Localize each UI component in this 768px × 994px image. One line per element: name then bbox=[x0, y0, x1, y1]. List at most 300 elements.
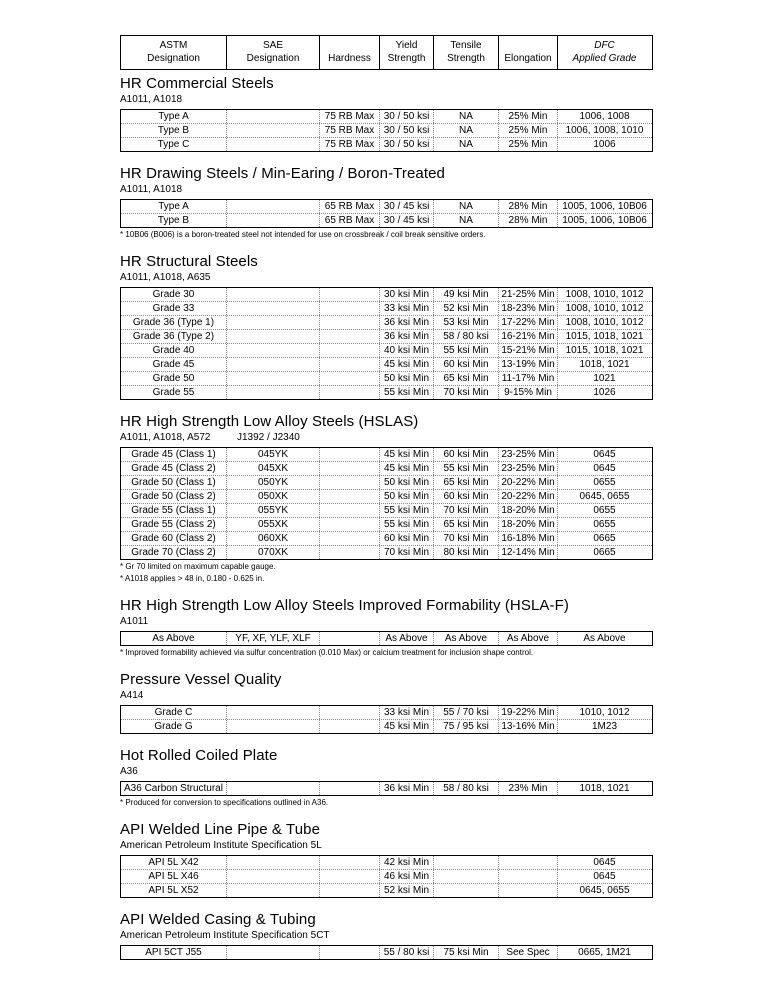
cell: 30 / 50 ksi bbox=[379, 124, 433, 137]
section-subtitle-sae: J1392 / J2340 bbox=[237, 432, 300, 443]
cell: 65 ksi Min bbox=[433, 372, 498, 385]
cell: Grade 55 bbox=[152, 387, 195, 398]
cell: Type B bbox=[157, 215, 190, 226]
cell: Grade 50 (Class 1) bbox=[131, 477, 216, 488]
cell bbox=[319, 490, 379, 503]
cell: Type B bbox=[157, 125, 190, 136]
section-subtitle-astm: A1011, A1018 bbox=[120, 184, 183, 195]
cell bbox=[319, 462, 379, 475]
section bbox=[120, 822, 653, 898]
footnote: * 10B06 (B006) is a boron-treated steel not intended for use on crossbreak / coil break sensitive orders. bbox=[120, 230, 486, 239]
cell: 53 ksi Min bbox=[433, 316, 498, 329]
cell bbox=[319, 330, 379, 343]
table-row bbox=[121, 883, 652, 897]
cell: As Above bbox=[498, 632, 557, 645]
section-subtitle-astm: A1011 bbox=[120, 616, 149, 627]
cell: 1M23 bbox=[557, 720, 651, 733]
cell: 050YK bbox=[226, 476, 319, 489]
cell: 50 ksi Min bbox=[379, 476, 433, 489]
header-cell bbox=[433, 36, 498, 69]
section-subtitle bbox=[120, 94, 653, 106]
data-table bbox=[120, 447, 653, 560]
cell: Grade 50 bbox=[152, 373, 195, 384]
cell: 1021 bbox=[557, 372, 651, 385]
cell: API 5L X42 bbox=[148, 857, 199, 868]
section-title: HR Drawing Steels / Min-Earing / Boron-Treated bbox=[120, 165, 445, 182]
cell: 050XK bbox=[226, 490, 319, 503]
data-table bbox=[120, 631, 653, 646]
cell: 30 / 50 ksi bbox=[379, 138, 433, 151]
table-row bbox=[121, 782, 652, 795]
section bbox=[120, 414, 653, 584]
cell: Grade 55 (Class 2) bbox=[131, 519, 216, 530]
cell bbox=[319, 504, 379, 517]
cell: 55 ksi Min bbox=[433, 344, 498, 357]
cell: 1026 bbox=[557, 386, 651, 399]
cell bbox=[319, 476, 379, 489]
cell bbox=[226, 302, 319, 315]
cell: 75 RB Max bbox=[319, 110, 379, 123]
cell: Type C bbox=[157, 139, 190, 150]
cell: 46 ksi Min bbox=[379, 870, 433, 883]
cell: Grade 36 (Type 2) bbox=[132, 331, 215, 342]
cell bbox=[319, 288, 379, 301]
cell: 0655 bbox=[557, 518, 651, 531]
section-subtitle bbox=[120, 432, 653, 444]
cell: 65 RB Max bbox=[319, 200, 379, 213]
footnote: * A1018 applies > 48 in, 0.180 - 0.625 in. bbox=[120, 574, 265, 583]
cell: NA bbox=[433, 214, 498, 227]
data-table bbox=[120, 781, 653, 796]
cell: 75 ksi Min bbox=[433, 946, 498, 959]
cell: 13-16% Min bbox=[498, 720, 557, 733]
cell: 18-20% Min bbox=[498, 504, 557, 517]
cell: Grade 30 bbox=[152, 289, 195, 300]
cell bbox=[226, 946, 319, 959]
cell bbox=[319, 316, 379, 329]
cell: 70 ksi Min bbox=[379, 546, 433, 559]
table-row bbox=[121, 385, 652, 399]
section-subtitle-astm: A1011, A1018, A572 bbox=[120, 432, 211, 443]
cell: 1018, 1021 bbox=[557, 358, 651, 371]
cell: 21-25% Min bbox=[498, 288, 557, 301]
cell: NA bbox=[433, 138, 498, 151]
section-subtitle-astm: A1011, A1018, A635 bbox=[120, 272, 211, 283]
header-cell-line2: Hardness bbox=[328, 53, 371, 64]
cell: 25% Min bbox=[498, 138, 557, 151]
header-cell-line1 bbox=[320, 39, 379, 52]
table-row bbox=[121, 632, 652, 645]
cell: 060XK bbox=[226, 532, 319, 545]
cell: 28% Min bbox=[498, 214, 557, 227]
cell: 1018, 1021 bbox=[557, 782, 651, 795]
table-row bbox=[121, 343, 652, 357]
cell: 23% Min bbox=[498, 782, 557, 795]
cell: 52 ksi Min bbox=[433, 302, 498, 315]
cell: 045YK bbox=[226, 448, 319, 461]
header-cell-line1: ASTM bbox=[159, 40, 188, 51]
header-cell bbox=[498, 36, 557, 69]
cell: Grade C bbox=[154, 707, 193, 718]
cell bbox=[226, 706, 319, 719]
section-title: HR Commercial Steels bbox=[120, 75, 274, 92]
cell bbox=[498, 870, 557, 883]
cell: 65 RB Max bbox=[319, 214, 379, 227]
cell: A36 Carbon Structural bbox=[124, 783, 223, 794]
section-subtitle bbox=[120, 616, 653, 628]
cell: 15-21% Min bbox=[498, 344, 557, 357]
cell: 75 / 95 ksi bbox=[433, 720, 498, 733]
cell: 18-20% Min bbox=[498, 518, 557, 531]
cell: 1006, 1008 bbox=[557, 110, 651, 123]
cell: 55 ksi Min bbox=[379, 386, 433, 399]
section-title: HR High Strength Low Alloy Steels (HSLAS) bbox=[120, 413, 419, 430]
cell: 75 RB Max bbox=[319, 124, 379, 137]
cell bbox=[226, 316, 319, 329]
section-title: API Welded Casing & Tubing bbox=[120, 911, 316, 928]
data-table bbox=[120, 109, 653, 152]
table-row bbox=[121, 706, 652, 719]
cell: Grade 33 bbox=[152, 303, 195, 314]
section-subtitle bbox=[120, 184, 653, 196]
header-cell-line2: Applied Grade bbox=[572, 53, 637, 64]
cell: 33 ksi Min bbox=[379, 302, 433, 315]
cell: 1008, 1010, 1012 bbox=[557, 316, 651, 329]
header-cell bbox=[226, 36, 319, 69]
cell: 65 ksi Min bbox=[433, 476, 498, 489]
section-subtitle-astm: A36 bbox=[120, 766, 138, 777]
cell bbox=[319, 884, 379, 897]
cell: 16-21% Min bbox=[498, 330, 557, 343]
cell bbox=[226, 372, 319, 385]
cell bbox=[226, 884, 319, 897]
cell: 55 ksi Min bbox=[433, 462, 498, 475]
header-cell-line2: Strength bbox=[447, 53, 485, 64]
header-cell-line2: Elongation bbox=[504, 53, 552, 64]
cell bbox=[226, 386, 319, 399]
document bbox=[120, 35, 653, 960]
section-title: Pressure Vessel Quality bbox=[120, 671, 282, 688]
header-cell-line2: Designation bbox=[147, 53, 200, 64]
header-cell-line1: DFC bbox=[594, 40, 615, 51]
section-subtitle bbox=[120, 272, 653, 284]
section-title: API Welded Line Pipe & Tube bbox=[120, 821, 321, 838]
cell: 9-15% Min bbox=[498, 386, 557, 399]
cell: 20-22% Min bbox=[498, 490, 557, 503]
table-row bbox=[121, 503, 652, 517]
cell: As Above bbox=[152, 633, 195, 644]
section bbox=[120, 254, 653, 400]
data-table bbox=[120, 199, 653, 228]
header-cell-line1: Yield bbox=[395, 40, 418, 51]
cell: 60 ksi Min bbox=[433, 448, 498, 461]
section bbox=[120, 748, 653, 808]
cell bbox=[226, 330, 319, 343]
table-row bbox=[121, 719, 652, 733]
section-title: HR High Strength Low Alloy Steels Improved Formability (HSLA-F) bbox=[120, 597, 569, 614]
cell: 0665 bbox=[557, 532, 651, 545]
table-row bbox=[121, 213, 652, 227]
cell bbox=[319, 946, 379, 959]
section bbox=[120, 672, 653, 734]
data-table bbox=[120, 945, 653, 960]
cell: 19-22% Min bbox=[498, 706, 557, 719]
cell: 45 ksi Min bbox=[379, 462, 433, 475]
cell: 13-19% Min bbox=[498, 358, 557, 371]
cell bbox=[226, 344, 319, 357]
cell: 0645 bbox=[557, 870, 651, 883]
cell: 65 ksi Min bbox=[433, 518, 498, 531]
header-cell-line2: Strength bbox=[387, 53, 426, 64]
cell bbox=[319, 632, 379, 645]
cell: 60 ksi Min bbox=[433, 490, 498, 503]
cell bbox=[433, 884, 498, 897]
table-row bbox=[121, 531, 652, 545]
cell: 58 / 80 ksi bbox=[433, 330, 498, 343]
cell bbox=[226, 856, 319, 869]
cell bbox=[319, 372, 379, 385]
cell: 49 ksi Min bbox=[433, 288, 498, 301]
cell bbox=[433, 870, 498, 883]
cell: 55 / 80 ksi bbox=[379, 946, 433, 959]
cell bbox=[319, 386, 379, 399]
cell: 0655 bbox=[557, 504, 651, 517]
cell: Grade 55 (Class 1) bbox=[131, 505, 216, 516]
cell: 1006 bbox=[557, 138, 651, 151]
cell: Grade 40 bbox=[152, 345, 195, 356]
table-row bbox=[121, 200, 652, 213]
header-cell-line1: SAE bbox=[262, 40, 283, 51]
cell: 18-23% Min bbox=[498, 302, 557, 315]
cell: 60 ksi Min bbox=[433, 358, 498, 371]
table-row bbox=[121, 137, 652, 151]
cell: API 5L X52 bbox=[148, 885, 199, 896]
cell: Grade G bbox=[154, 721, 193, 732]
cell: Grade 60 (Class 2) bbox=[131, 533, 216, 544]
cell: 25% Min bbox=[498, 110, 557, 123]
cell: 45 ksi Min bbox=[379, 358, 433, 371]
cell bbox=[226, 110, 319, 123]
cell: 40 ksi Min bbox=[379, 344, 433, 357]
cell: Grade 45 (Class 2) bbox=[131, 463, 216, 474]
cell: Grade 45 (Class 1) bbox=[131, 449, 216, 460]
cell: 0645, 0655 bbox=[557, 490, 651, 503]
cell: 25% Min bbox=[498, 124, 557, 137]
section-subtitle bbox=[120, 840, 653, 852]
cell: 52 ksi Min bbox=[379, 884, 433, 897]
cell: API 5CT J55 bbox=[145, 947, 202, 958]
cell: 1008, 1010, 1012 bbox=[557, 302, 651, 315]
cell bbox=[319, 870, 379, 883]
cell: 60 ksi Min bbox=[379, 532, 433, 545]
cell bbox=[319, 344, 379, 357]
cell: NA bbox=[433, 124, 498, 137]
cell: 1005, 1006, 10B06 bbox=[557, 200, 651, 213]
cell bbox=[319, 302, 379, 315]
cell: NA bbox=[433, 110, 498, 123]
cell: 36 ksi Min bbox=[379, 330, 433, 343]
cell: 20-22% Min bbox=[498, 476, 557, 489]
cell: 70 ksi Min bbox=[433, 386, 498, 399]
cell: Type A bbox=[158, 201, 189, 212]
cell: 30 / 50 ksi bbox=[379, 110, 433, 123]
cell: 1010, 1012 bbox=[557, 706, 651, 719]
table-row bbox=[121, 545, 652, 559]
cell: Grade 45 bbox=[152, 359, 195, 370]
cell: See Spec bbox=[498, 946, 557, 959]
section bbox=[120, 912, 653, 960]
cell bbox=[226, 358, 319, 371]
data-table bbox=[120, 705, 653, 734]
cell: 0645 bbox=[557, 856, 651, 869]
cell: 0645, 0655 bbox=[557, 884, 651, 897]
section-title: HR Structural Steels bbox=[120, 253, 258, 270]
cell bbox=[226, 782, 319, 795]
cell: 30 ksi Min bbox=[379, 288, 433, 301]
cell: Grade 50 (Class 2) bbox=[131, 491, 216, 502]
section-subtitle-astm: A414 bbox=[120, 690, 144, 701]
header-cell-line1: Tensile bbox=[450, 40, 482, 51]
cell bbox=[319, 448, 379, 461]
header-cell bbox=[319, 36, 379, 69]
cell bbox=[319, 782, 379, 795]
cell: 0665 bbox=[557, 546, 651, 559]
cell: 30 / 45 ksi bbox=[379, 214, 433, 227]
cell bbox=[319, 546, 379, 559]
cell: 0665, 1M21 bbox=[557, 946, 651, 959]
cell: 1015, 1018, 1021 bbox=[557, 344, 651, 357]
section bbox=[120, 598, 653, 658]
cell bbox=[226, 200, 319, 213]
cell bbox=[319, 518, 379, 531]
cell: 70 ksi Min bbox=[433, 532, 498, 545]
data-table bbox=[120, 855, 653, 898]
cell: 1015, 1018, 1021 bbox=[557, 330, 651, 343]
cell bbox=[498, 884, 557, 897]
cell bbox=[226, 138, 319, 151]
header-cell bbox=[557, 36, 651, 69]
cell: 12-14% Min bbox=[498, 546, 557, 559]
table-row bbox=[121, 489, 652, 503]
cell bbox=[319, 706, 379, 719]
cell: 75 RB Max bbox=[319, 138, 379, 151]
footnote: * Produced for conversion to specifications outlined in A36. bbox=[120, 798, 329, 807]
cell: 17-22% Min bbox=[498, 316, 557, 329]
cell bbox=[319, 856, 379, 869]
cell: 055YK bbox=[226, 504, 319, 517]
cell bbox=[498, 856, 557, 869]
cell: 055XK bbox=[226, 518, 319, 531]
table-row bbox=[121, 448, 652, 461]
cell: 16-18% Min bbox=[498, 532, 557, 545]
table-header bbox=[120, 35, 653, 70]
section-subtitle-astm: A1011, A1018 bbox=[120, 94, 183, 105]
cell bbox=[319, 532, 379, 545]
cell: 55 ksi Min bbox=[379, 504, 433, 517]
cell bbox=[319, 720, 379, 733]
section-subtitle bbox=[120, 690, 653, 702]
cell: API 5L X46 bbox=[148, 871, 199, 882]
cell: 50 ksi Min bbox=[379, 490, 433, 503]
footnote: * Improved formability achieved via sulfur concentration (0.010 Max) or calcium treatment for inclusion shape control. bbox=[120, 648, 534, 657]
cell: 1005, 1006, 10B06 bbox=[557, 214, 651, 227]
footnote: * Gr 70 limited on maximum capable gauge. bbox=[120, 562, 276, 571]
cell: NA bbox=[433, 200, 498, 213]
table-row bbox=[121, 946, 652, 959]
table-row bbox=[121, 110, 652, 123]
header-cell bbox=[121, 36, 226, 69]
cell: 11-17% Min bbox=[498, 372, 557, 385]
section-subtitle bbox=[120, 930, 653, 942]
sections bbox=[120, 76, 653, 960]
cell: As Above bbox=[379, 632, 433, 645]
cell bbox=[226, 124, 319, 137]
cell: 1006, 1008, 1010 bbox=[557, 124, 651, 137]
cell: 42 ksi Min bbox=[379, 856, 433, 869]
cell: 28% Min bbox=[498, 200, 557, 213]
cell: YF, XF, YLF, XLF bbox=[226, 632, 319, 645]
cell: 045XK bbox=[226, 462, 319, 475]
cell bbox=[226, 720, 319, 733]
cell: 45 ksi Min bbox=[379, 448, 433, 461]
cell: As Above bbox=[433, 632, 498, 645]
cell: 70 ksi Min bbox=[433, 504, 498, 517]
cell: 23-25% Min bbox=[498, 448, 557, 461]
table-row bbox=[121, 461, 652, 475]
cell: Type A bbox=[158, 111, 189, 122]
section-subtitle-astm: American Petroleum Institute Specification 5CT bbox=[120, 930, 330, 941]
cell bbox=[226, 214, 319, 227]
cell: 80 ksi Min bbox=[433, 546, 498, 559]
section bbox=[120, 76, 653, 152]
section-subtitle bbox=[120, 766, 653, 778]
cell: 45 ksi Min bbox=[379, 720, 433, 733]
table-row bbox=[121, 123, 652, 137]
header-cell-line1 bbox=[499, 39, 557, 52]
section-subtitle-astm: American Petroleum Institute Specification 5L bbox=[120, 840, 322, 851]
cell: 23-25% Min bbox=[498, 462, 557, 475]
cell: As Above bbox=[557, 632, 651, 645]
cell: 55 / 70 ksi bbox=[433, 706, 498, 719]
table-row bbox=[121, 315, 652, 329]
table-row bbox=[121, 475, 652, 489]
cell: 070XK bbox=[226, 546, 319, 559]
table-row bbox=[121, 301, 652, 315]
cell: 58 / 80 ksi bbox=[433, 782, 498, 795]
cell: 36 ksi Min bbox=[379, 782, 433, 795]
table-row bbox=[121, 357, 652, 371]
cell: 50 ksi Min bbox=[379, 372, 433, 385]
cell bbox=[226, 870, 319, 883]
table-row bbox=[121, 869, 652, 883]
cell: 0645 bbox=[557, 462, 651, 475]
cell: 55 ksi Min bbox=[379, 518, 433, 531]
table-row bbox=[121, 371, 652, 385]
cell: 0645 bbox=[557, 448, 651, 461]
table-row bbox=[121, 288, 652, 301]
header-cell bbox=[379, 36, 433, 69]
cell: Grade 36 (Type 1) bbox=[132, 317, 215, 328]
section-title: Hot Rolled Coiled Plate bbox=[120, 747, 278, 764]
section bbox=[120, 166, 653, 240]
cell bbox=[226, 288, 319, 301]
cell: 30 / 45 ksi bbox=[379, 200, 433, 213]
cell: 1008, 1010, 1012 bbox=[557, 288, 651, 301]
cell: 33 ksi Min bbox=[379, 706, 433, 719]
cell: 36 ksi Min bbox=[379, 316, 433, 329]
table-row bbox=[121, 329, 652, 343]
table-row bbox=[121, 856, 652, 869]
